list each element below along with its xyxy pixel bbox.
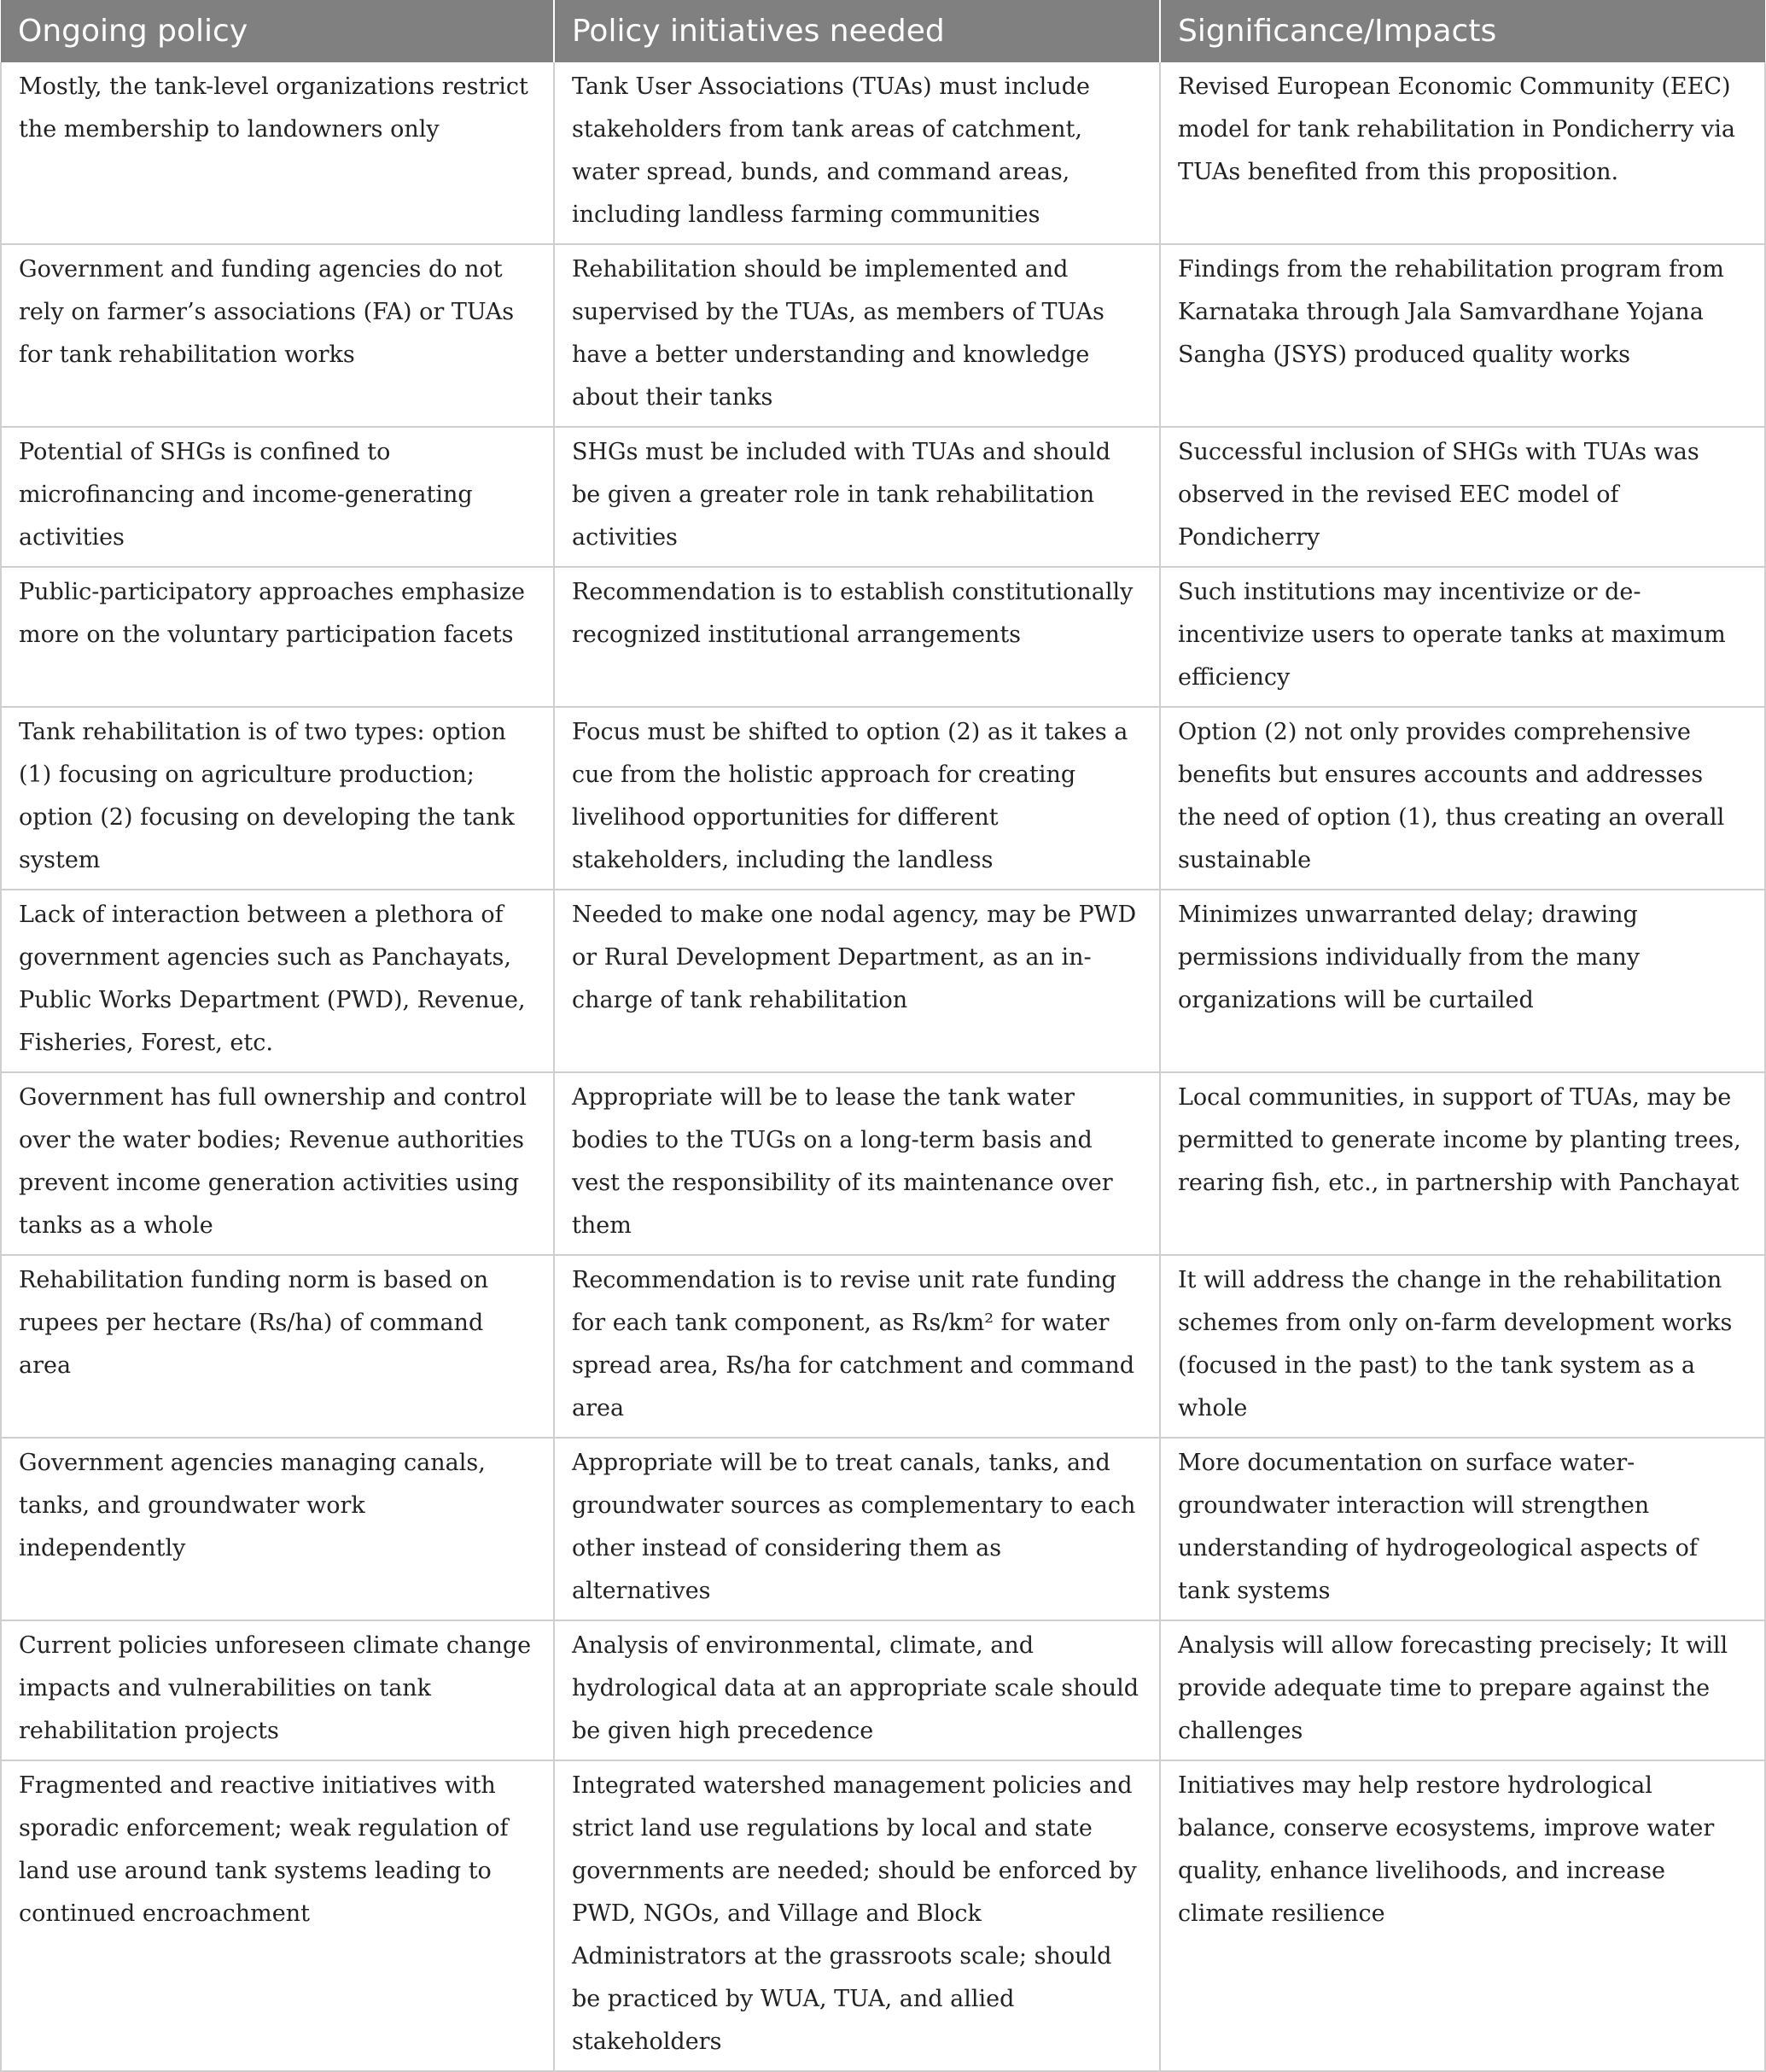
header-policy-initiatives: Policy initiatives needed <box>554 0 1160 62</box>
table-row <box>1 427 1765 567</box>
cell-significance <box>1160 1620 1765 1760</box>
cell-text: Rehabilitation should be implemented and supervised by the TUAs, as members of TUAs have a better understanding and knowledge about their tanks <box>572 256 1104 411</box>
cell-policy-initiative <box>554 707 1160 890</box>
cell-text: Government and funding agencies do not rely on farmer’s associations (FA) or TUAs for tank rehabilitation works <box>19 256 515 368</box>
cell-significance <box>1160 1255 1765 1438</box>
cell-ongoing-policy <box>1 707 554 890</box>
cell-text: Option (2) not only provides comprehensive benefits but ensures accounts and addresses the need of option (1), thus creating an overall sustainable <box>1178 719 1725 873</box>
table-row <box>1 1072 1765 1255</box>
cell-text: Initiatives may help restore hydrological balance, conserve ecosystems, improve water quality, enhance livelihoods, and increase climate resilience <box>1178 1772 1715 1927</box>
table-row <box>1 707 1765 890</box>
cell-significance <box>1160 1072 1765 1255</box>
cell-ongoing-policy <box>1 1255 554 1438</box>
header-row <box>1 0 1765 62</box>
cell-significance <box>1160 707 1765 890</box>
cell-ongoing-policy <box>1 1760 554 2071</box>
cell-text: Revised European Economic Community (EEC) model for tank rehabilitation in Pondicherry via TUAs benefited from this proposition. <box>1178 73 1735 185</box>
cell-significance <box>1160 567 1765 707</box>
cell-ongoing-policy <box>1 1620 554 1760</box>
cell-text: Rehabilitation funding norm is based on rupees per hectare (Rs/ha) of command area <box>19 1267 489 1379</box>
cell-policy-initiative <box>554 890 1160 1072</box>
cell-text: Fragmented and reactive initiatives with sporadic enforcement; weak regulation of land use around tank systems leading to continued encroachment <box>19 1772 509 1927</box>
cell-text: Tank rehabilitation is of two types: option (1) focusing on agriculture production; option (2) focusing on developing the tank system <box>19 719 515 873</box>
cell-text: Such institutions may incentivize or de-incentivize users to operate tanks at maximum efficiency <box>1178 579 1726 691</box>
cell-text: Government has full ownership and control over the water bodies; Revenue authorities prevent income generation activities using tanks as a whole <box>19 1084 527 1239</box>
table-body <box>1 62 1765 2071</box>
cell-text: Successful inclusion of SHGs with TUAs was observed in the revised EEC model of Pondicherry <box>1178 439 1699 551</box>
table-row <box>1 890 1765 1072</box>
cell-text: Recommendation is to revise unit rate funding for each tank component, as Rs/km² for water spread area, Rs/ha for catchment and command area <box>572 1267 1135 1421</box>
cell-policy-initiative <box>554 244 1160 427</box>
cell-policy-initiative <box>554 1760 1160 2071</box>
cell-text: It will address the change in the rehabilitation schemes from only on-farm development works (focused in the past) to the tank system as a whole <box>1178 1267 1733 1421</box>
cell-policy-initiative <box>554 427 1160 567</box>
cell-ongoing-policy <box>1 567 554 707</box>
cell-policy-initiative <box>554 1620 1160 1760</box>
cell-text: Government agencies managing canals, tanks, and groundwater work independently <box>19 1450 486 1561</box>
cell-text: Local communities, in support of TUAs, may be permitted to generate income by planting trees, rearing fish, etc., in partnership with Panchayat <box>1178 1084 1741 1196</box>
cell-text: Appropriate will be to lease the tank water bodies to the TUGs on a long-term basis and vest the responsibility of its maintenance over them <box>572 1084 1113 1239</box>
cell-text: Analysis will allow forecasting precisely; It will provide adequate time to prepare against the challenges <box>1178 1632 1728 1744</box>
cell-policy-initiative <box>554 567 1160 707</box>
cell-policy-initiative <box>554 1438 1160 1620</box>
cell-significance <box>1160 244 1765 427</box>
table-row <box>1 62 1765 244</box>
cell-ongoing-policy <box>1 62 554 244</box>
table-row <box>1 1438 1765 1620</box>
cell-text: Recommendation is to establish constitutionally recognized institutional arrangements <box>572 579 1134 648</box>
table-row <box>1 567 1765 707</box>
cell-significance <box>1160 62 1765 244</box>
cell-text: Mostly, the tank-level organizations restrict the membership to landowners only <box>19 73 528 143</box>
cell-policy-initiative <box>554 62 1160 244</box>
cell-policy-initiative <box>554 1072 1160 1255</box>
cell-text: Current policies unforeseen climate change impacts and vulnerabilities on tank rehabilitation projects <box>19 1632 532 1744</box>
cell-text: Potential of SHGs is confined to microfinancing and income-generating activities <box>19 439 473 551</box>
cell-significance <box>1160 1438 1765 1620</box>
cell-significance <box>1160 427 1765 567</box>
cell-ongoing-policy <box>1 1072 554 1255</box>
cell-significance <box>1160 1760 1765 2071</box>
table-row <box>1 1760 1765 2071</box>
cell-text: Integrated watershed management policies and strict land use regulations by local and state governments are needed; should be enforced by PWD, NGOs, and Village and Block Administrators at the grassroots scale; should be practiced by WUA, TUA, and allied stakeholders <box>572 1772 1137 2055</box>
table-row <box>1 1620 1765 1760</box>
cell-significance <box>1160 890 1765 1072</box>
cell-text: More documentation on surface water-groundwater interaction will strengthen understanding of hydrogeological aspects of tank systems <box>1178 1450 1698 1604</box>
cell-text: SHGs must be included with TUAs and should be given a greater role in tank rehabilitation activities <box>572 439 1111 551</box>
table-row <box>1 1255 1765 1438</box>
cell-text: Public-participatory approaches emphasize more on the voluntary participation facets <box>19 579 526 648</box>
cell-policy-initiative <box>554 1255 1160 1438</box>
cell-text: Tank User Associations (TUAs) must include stakeholders from tank areas of catchment, water spread, bunds, and command areas, including landless farming communities <box>572 73 1090 228</box>
cell-ongoing-policy <box>1 244 554 427</box>
cell-text: Minimizes unwarranted delay; drawing permissions individually from the many organizations will be curtailed <box>1178 902 1641 1013</box>
cell-text: Focus must be shifted to option (2) as it takes a cue from the holistic approach for creating livelihood opportunities for different stakeholders, including the landless <box>572 719 1128 873</box>
header-significance: Significance/Impacts <box>1160 0 1765 62</box>
cell-ongoing-policy <box>1 427 554 567</box>
cell-text: Lack of interaction between a plethora of government agencies such as Panchayats, Public Works Department (PWD), Revenue, Fisheries, Forest, etc. <box>19 902 526 1056</box>
cell-text: Appropriate will be to treat canals, tanks, and groundwater sources as complementary to each other instead of considering them as alternatives <box>572 1450 1136 1604</box>
header-ongoing-policy: Ongoing policy <box>1 0 554 62</box>
cell-text: Findings from the rehabilitation program from Karnataka through Jala Samvardhane Yojana Sangha (JSYS) produced quality works <box>1178 256 1724 368</box>
cell-text: Needed to make one nodal agency, may be PWD or Rural Development Department, as an in-charge of tank rehabilitation <box>572 902 1137 1013</box>
cell-ongoing-policy <box>1 890 554 1072</box>
table-row <box>1 244 1765 427</box>
table-header <box>1 0 1765 62</box>
cell-text: Analysis of environmental, climate, and hydrological data at an appropriate scale should be given high precedence <box>572 1632 1139 1744</box>
cell-ongoing-policy <box>1 1438 554 1620</box>
